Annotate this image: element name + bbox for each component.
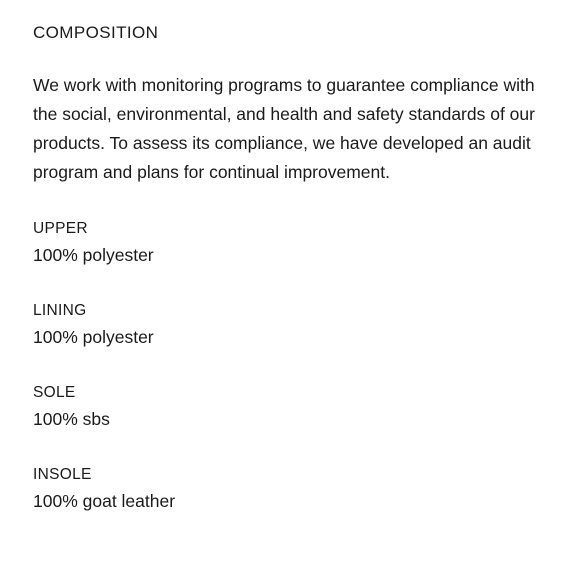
composition-value: 100% sbs bbox=[33, 409, 110, 429]
composition-value: 100% polyester bbox=[33, 327, 154, 347]
composition-label: SOLE bbox=[33, 384, 76, 401]
section-title: COMPOSITION bbox=[33, 23, 159, 42]
composition-label: LINING bbox=[33, 302, 87, 319]
compliance-paragraph: We work with monitoring programs to guarantee compliance with the social, environmental, and health and safety standards of our products. To assess its compliance, we have developed an audit program and plans for continual improvement. bbox=[33, 75, 535, 182]
composition-item-lining bbox=[33, 300, 556, 353]
composition-value: 100% polyester bbox=[33, 245, 154, 265]
composition-label: INSOLE bbox=[33, 466, 92, 483]
composition-label: UPPER bbox=[33, 220, 88, 237]
composition-item-insole bbox=[33, 464, 556, 517]
composition-item-upper bbox=[33, 218, 556, 271]
composition-value: 100% goat leather bbox=[33, 491, 176, 511]
composition-list bbox=[33, 218, 556, 517]
composition-item-sole bbox=[33, 382, 556, 435]
